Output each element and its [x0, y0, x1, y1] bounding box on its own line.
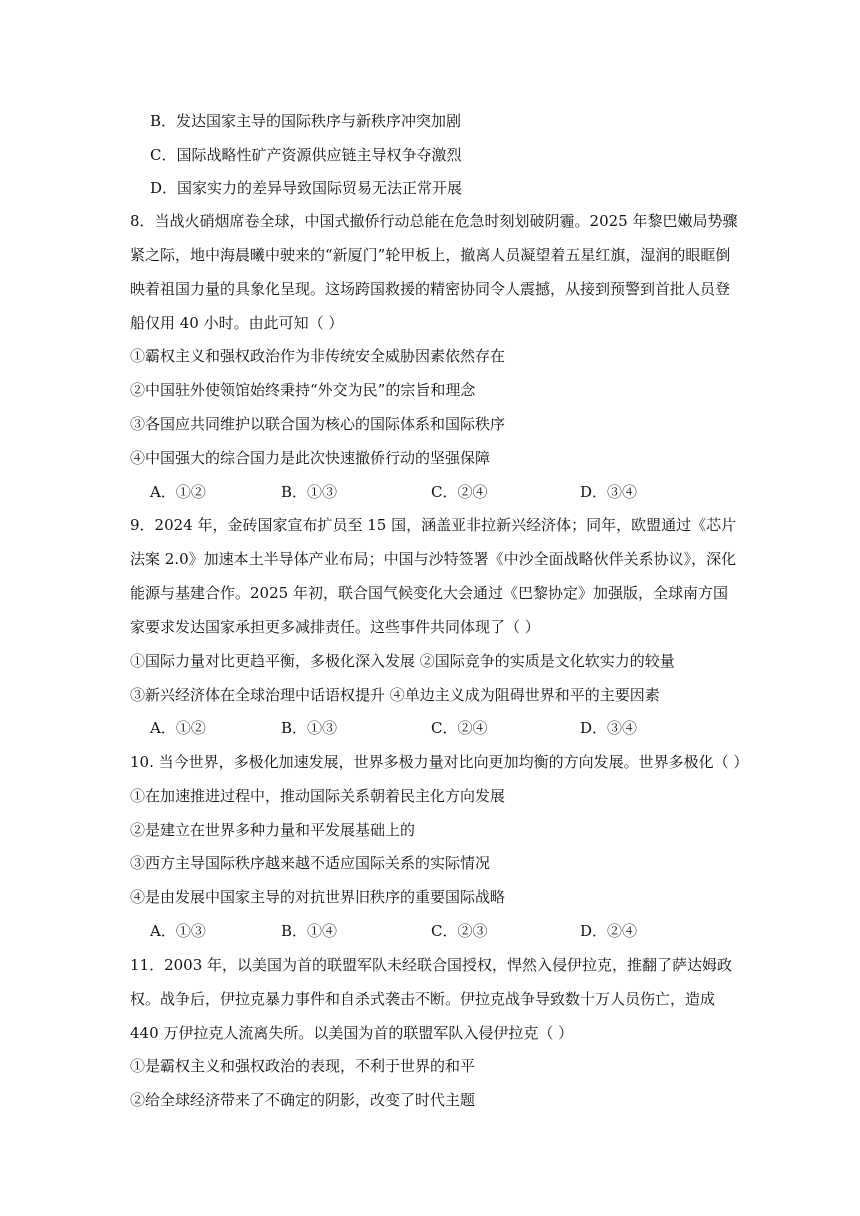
- q7-option-c: C．国际战略性矿产资源供应链主导权争夺激烈: [150, 146, 462, 164]
- q9-stem-line: 9．2024 年，金砖国家宣布扩员至 15 国，涵盖亚非拉新兴经济体；同年，欧盟通过《芯片: [130, 516, 737, 534]
- q7-option-d: D．国家实力的差异导致国际贸易无法正常开展: [150, 179, 463, 197]
- q10-item: ①在加速推进过程中，推动国际关系朝着民主化方向发展: [130, 787, 506, 805]
- q11-item: ②给全球经济带来了不确定的阴影，改变了时代主题: [130, 1091, 476, 1109]
- q9-choice-b: B．①③: [281, 719, 338, 737]
- q8-stem-line: 8．当战火硝烟席卷全球，中国式撤侨行动总能在危急时刻划破阴霾。2025 年黎巴嫩局势骤: [130, 212, 738, 230]
- q7-option-b: B．发达国家主导的国际秩序与新秩序冲突加剧: [150, 112, 462, 130]
- q10-item: ③西方主导国际秩序越来越不适应国际关系的实际情况: [130, 854, 491, 872]
- q11-stem-line: 440 万伊拉克人流离失所。以美国为首的联盟军队入侵伊拉克（ ）: [130, 1024, 574, 1042]
- q8-item: ①霸权主义和强权政治作为非传统安全威胁因素依然存在: [130, 347, 506, 365]
- q9-items-line: ③新兴经济体在全球治理中话语权提升 ④单边主义成为阻碍世界和平的主要因素: [130, 686, 660, 704]
- q11-stem-line: 11．2003 年，以美国为首的联盟军队未经联合国授权，悍然入侵伊拉克，推翻了萨达姆政: [130, 956, 733, 974]
- q8-item: ③各国应共同维护以联合国为核心的国际体系和国际秩序: [130, 415, 506, 433]
- q8-choice-a: A．①②: [150, 483, 206, 501]
- q10-stem-line: 10. 当今世界，多极化加速发展，世界多极力量对比向更加均衡的方向发展。世界多极化（ ）: [130, 753, 749, 771]
- q8-choice-c: C．②④: [431, 483, 488, 501]
- q8-stem-line: 船仅用 40 小时。由此可知（ ）: [130, 314, 344, 332]
- q10-item: ④是由发展中国家主导的对抗世界旧秩序的重要国际战略: [130, 888, 506, 906]
- q10-item: ②是建立在世界多种力量和平发展基础上的: [130, 821, 416, 839]
- q8-choice-b: B．①③: [281, 483, 338, 501]
- q8-item: ②中国驻外使领馆始终秉持“外交为民”的宗旨和理念: [130, 381, 476, 399]
- q10-choice-c: C．②③: [431, 922, 488, 940]
- q9-stem-line: 家要求发达国家承担更多减排责任。这些事件共同体现了（ ）: [130, 618, 540, 636]
- q9-choice-a: A．①②: [150, 719, 206, 737]
- q9-choice-c: C．②④: [431, 719, 488, 737]
- q10-choice-d: D．②④: [580, 922, 638, 940]
- q8-item: ④中国强大的综合国力是此次快速撤侨行动的坚强保障: [130, 449, 491, 467]
- q11-stem-line: 权。战争后，伊拉克暴力事件和自杀式袭击不断。伊拉克战争导致数十万人员伤亡，造成: [130, 990, 716, 1008]
- q9-choice-d: D．③④: [580, 719, 638, 737]
- q8-choice-d: D．③④: [580, 483, 638, 501]
- q8-stem-line: 映着祖国力量的具象化呈现。这场跨国救援的精密协同令人震撼，从接到预警到首批人员登: [130, 280, 731, 298]
- q10-choice-a: A．①③: [150, 922, 206, 940]
- q11-item: ①是霸权主义和强权政治的表现，不利于世界的和平: [130, 1057, 476, 1075]
- q9-items-line: ①国际力量对比更趋平衡，多极化深入发展 ②国际竞争的实质是文化软实力的较量: [130, 652, 675, 670]
- q9-stem-line: 能源与基建合作。2025 年初，联合国气候变化大会通过《巴黎协定》加强版，全球南方国: [130, 584, 728, 602]
- q10-choice-b: B．①④: [281, 922, 338, 940]
- q8-stem-line: 紧之际，地中海晨曦中驶来的“新厦门”轮甲板上，撤离人员凝望着五星红旗，湿润的眼眶倒: [130, 246, 731, 264]
- q9-stem-line: 法案 2.0》加速本土半导体产业布局；中国与沙特签署《中沙全面战略伙伴关系协议》，深化: [130, 550, 737, 568]
